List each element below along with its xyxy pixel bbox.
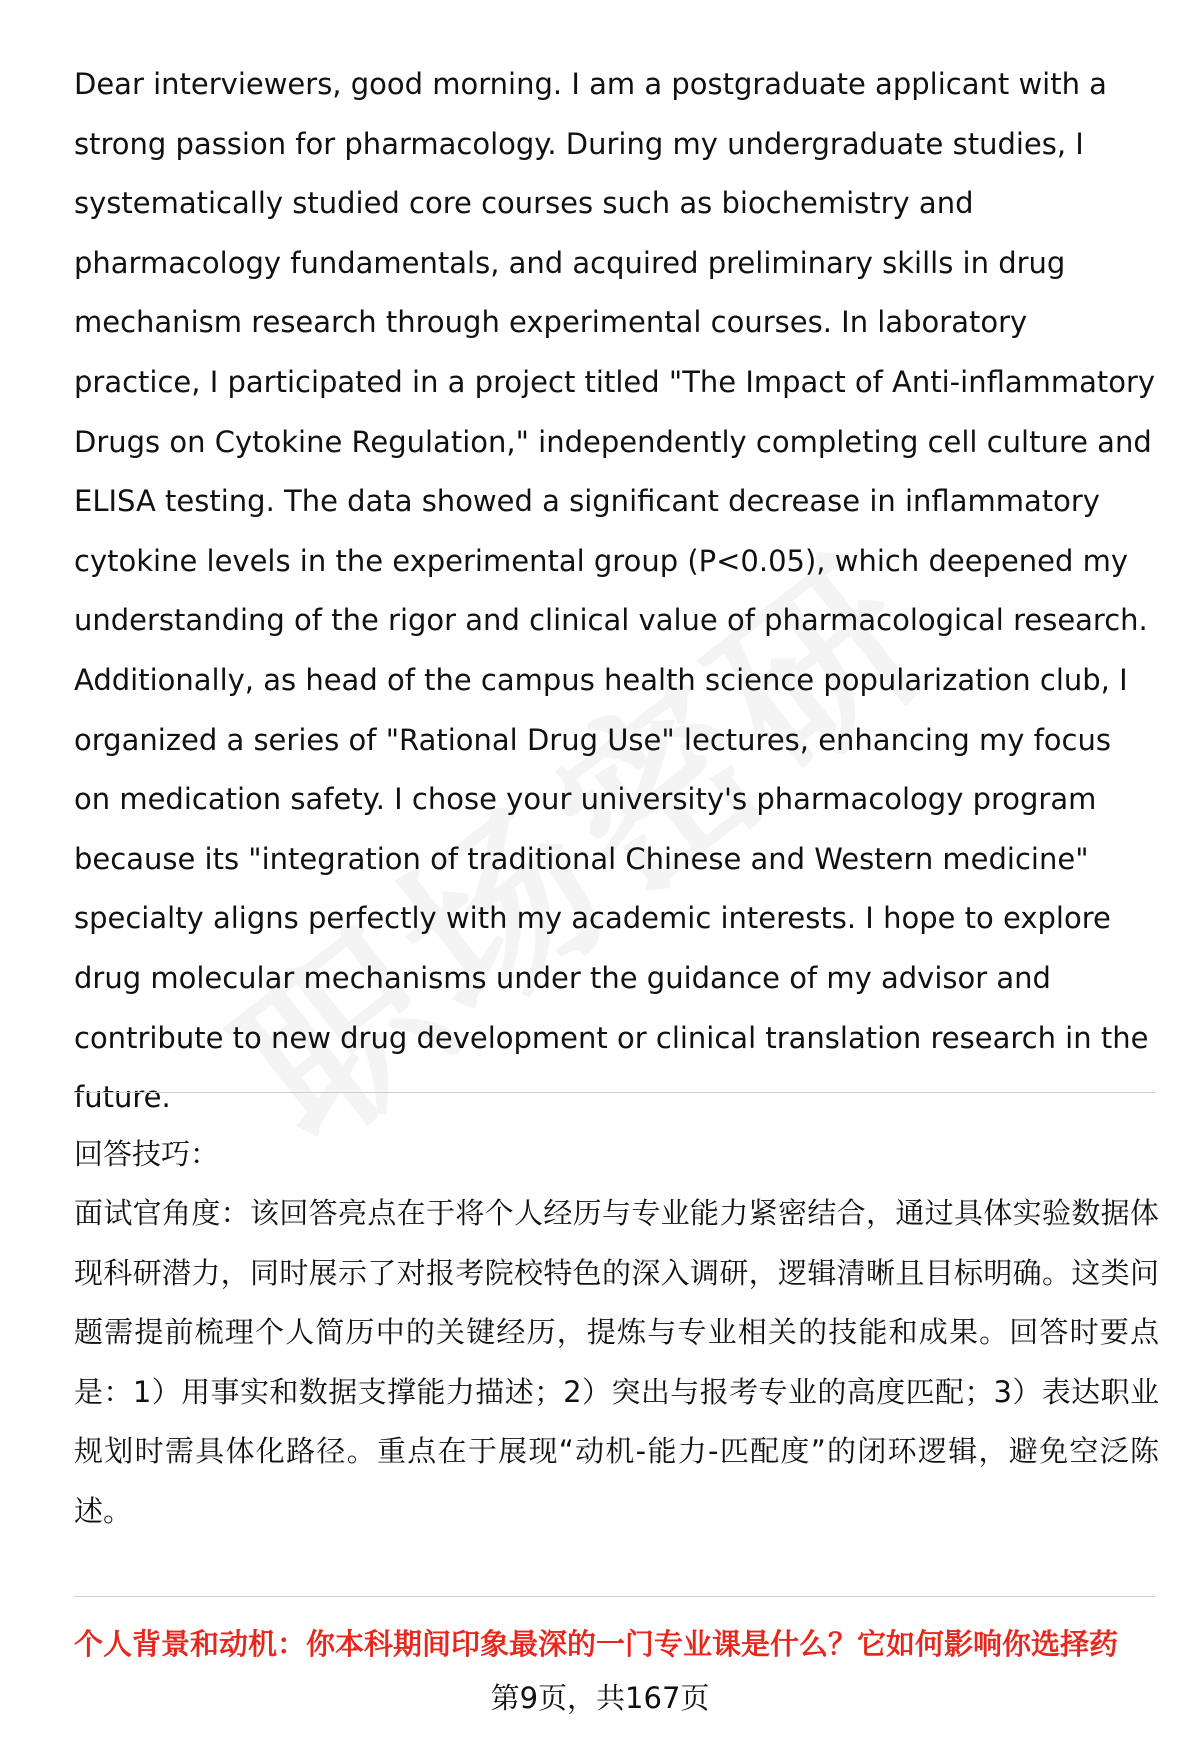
tips-body: 面试官角度：该回答亮点在于将个人经历与专业能力紧密结合，通过具体实验数据体现科研潜力，同时展示了对报考院校特色的深入调研，逻辑清晰且目标明确。这类问题需提前梳理个人简历中的关键经历，提炼与专业相关的技能和成果。回答时要点是：1）用事实和数据支撑能力描述；2）突出与报考专业的高度匹配；3）表达职业规划时需具体化路径。重点在于展现“动机-能力-匹配度”的闭环逻辑，避免空泛陈述。	[74, 1196, 1159, 1528]
answer-paragraph: Dear interviewers, good morning. I am a postgraduate applicant with a strong passion for pharmacology. During my undergraduate studies, I systematically studied core courses such as biochemistry and pharmacology fundamentals, and acquired preliminary skills in drug mechanism research through experimental courses. In laboratory practice, I participated in a project titled "The Impact of Anti-inflammatory Drugs on Cytokine Regulation," independently completing cell culture and ELISA testing. The data showed a significant decrease in inflammatory cytokine levels in the experimental group (P<0.05), which deepened my understanding of the rigor and clinical value of pharmacological research. Additionally, as head of the campus health science popularization club, I organized a series of "Rational Drug Use" lectures, enhancing my focus on medication safety. I chose your university's pharmacology program because its "integration of traditional Chinese and Western medicine" specialty aligns perfectly with my academic interests. I hope to explore drug molecular mechanisms under the guidance of my advisor and contribute to new drug development or clinical translation research in the future.	[74, 67, 1156, 1115]
tips-heading: 回答技巧：	[74, 1137, 220, 1171]
next-question-heading: 个人背景和动机：你本科期间印象最深的一门专业课是什么？它如何影响你选择药	[74, 1627, 1119, 1661]
tips-section	[74, 1125, 1159, 1541]
divider-bottom	[74, 1596, 1156, 1597]
page-number: 第9页，共167页	[490, 1681, 710, 1715]
divider-top	[74, 1092, 1156, 1093]
